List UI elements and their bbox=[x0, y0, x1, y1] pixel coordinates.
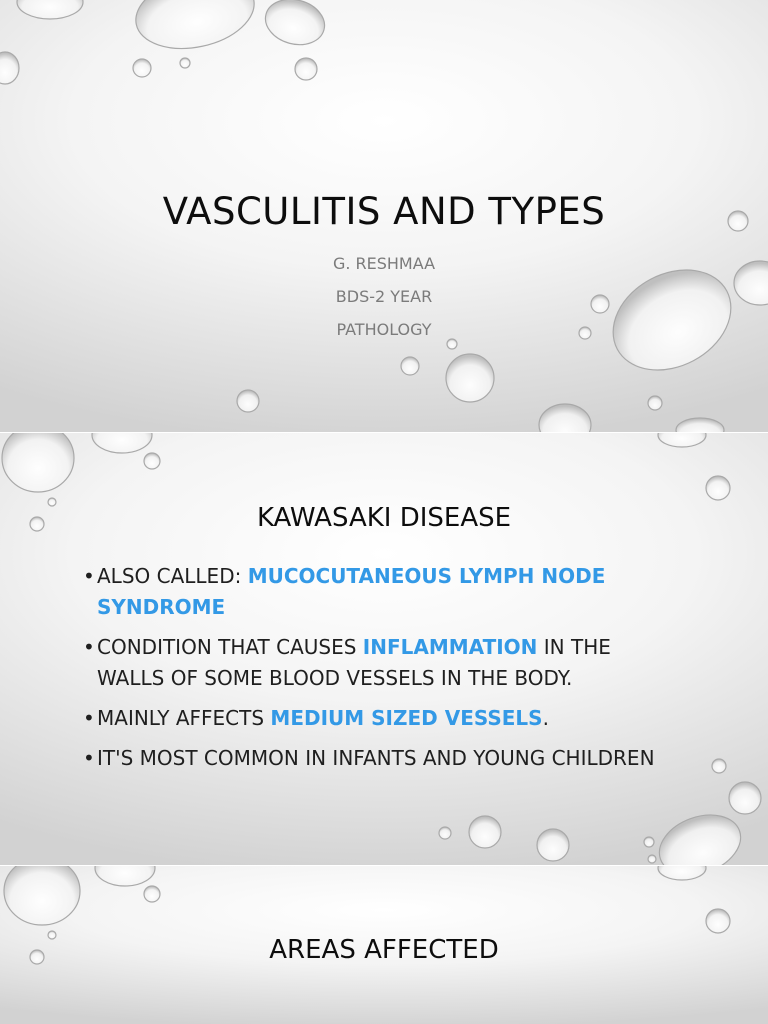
water-drop bbox=[133, 59, 151, 77]
water-drop bbox=[706, 909, 730, 933]
water-drop bbox=[676, 418, 724, 432]
water-drop bbox=[17, 0, 83, 19]
water-drop bbox=[144, 453, 160, 469]
subject-name: PATHOLOGY bbox=[336, 320, 432, 339]
water-drop bbox=[446, 354, 494, 402]
bullet-text: IT'S MOST COMMON IN INFANTS AND YOUNG CHILDREN bbox=[97, 746, 655, 770]
water-drop bbox=[658, 866, 706, 880]
water-drop bbox=[0, 52, 19, 84]
title-slide bbox=[0, 0, 768, 432]
water-drop bbox=[439, 827, 451, 839]
water-drop bbox=[95, 866, 155, 886]
bullet-text: IN THE WALLS OF SOME BLOOD VESSELS IN THE BODY. bbox=[97, 635, 611, 690]
areas-affected-slide bbox=[0, 866, 768, 1024]
bullet-marker: • bbox=[83, 746, 95, 770]
bullet-item bbox=[83, 703, 683, 734]
bullet-item bbox=[83, 743, 683, 774]
water-drop bbox=[651, 804, 749, 865]
water-drop bbox=[447, 339, 457, 349]
bullet-text: ALSO CALLED: bbox=[97, 564, 248, 588]
water-drop bbox=[658, 433, 706, 447]
water-drop bbox=[144, 886, 160, 902]
bullet-text: . bbox=[542, 706, 549, 730]
bullet-marker: • bbox=[83, 706, 95, 730]
bullet-text: CONDITION THAT CAUSES bbox=[97, 635, 363, 659]
kawasaki-disease-slide bbox=[0, 433, 768, 865]
slide-title: KAWASAKI DISEASE bbox=[256, 503, 512, 533]
course-year: BDS-2 YEAR bbox=[335, 287, 433, 306]
water-drop bbox=[729, 782, 761, 814]
highlighted-term: MUCOCUTANEOUS LYMPH NODE SYNDROME bbox=[97, 564, 606, 619]
water-drop bbox=[539, 404, 591, 432]
author-name: G. RESHMAA bbox=[332, 254, 436, 273]
slide-title: AREAS AFFECTED bbox=[269, 935, 499, 965]
water-drop bbox=[2, 433, 74, 492]
highlighted-term: INFLAMMATION bbox=[362, 635, 538, 659]
water-drop bbox=[237, 390, 259, 412]
bullet-item bbox=[83, 632, 683, 694]
water-drop bbox=[648, 855, 656, 863]
water-drop bbox=[129, 0, 261, 59]
water-drop bbox=[648, 396, 662, 410]
water-drop bbox=[180, 58, 190, 68]
water-drop bbox=[260, 0, 329, 51]
water-drop bbox=[92, 433, 152, 453]
water-drop bbox=[537, 829, 569, 861]
highlighted-term: MEDIUM SIZED VESSELS bbox=[270, 706, 543, 730]
water-drop bbox=[644, 837, 654, 847]
slide-title: VASCULITIS AND TYPES bbox=[162, 190, 606, 233]
bullet-marker: • bbox=[83, 564, 95, 588]
water-drop bbox=[295, 58, 317, 80]
bullet-text: MAINLY AFFECTS bbox=[97, 706, 271, 730]
bullet-list bbox=[83, 561, 683, 783]
water-drop bbox=[4, 866, 80, 925]
water-drop bbox=[712, 759, 726, 773]
water-drop bbox=[469, 816, 501, 848]
water-drop bbox=[706, 476, 730, 500]
water-drop bbox=[401, 357, 419, 375]
bullet-item bbox=[83, 561, 683, 623]
bullet-marker: • bbox=[83, 635, 95, 659]
